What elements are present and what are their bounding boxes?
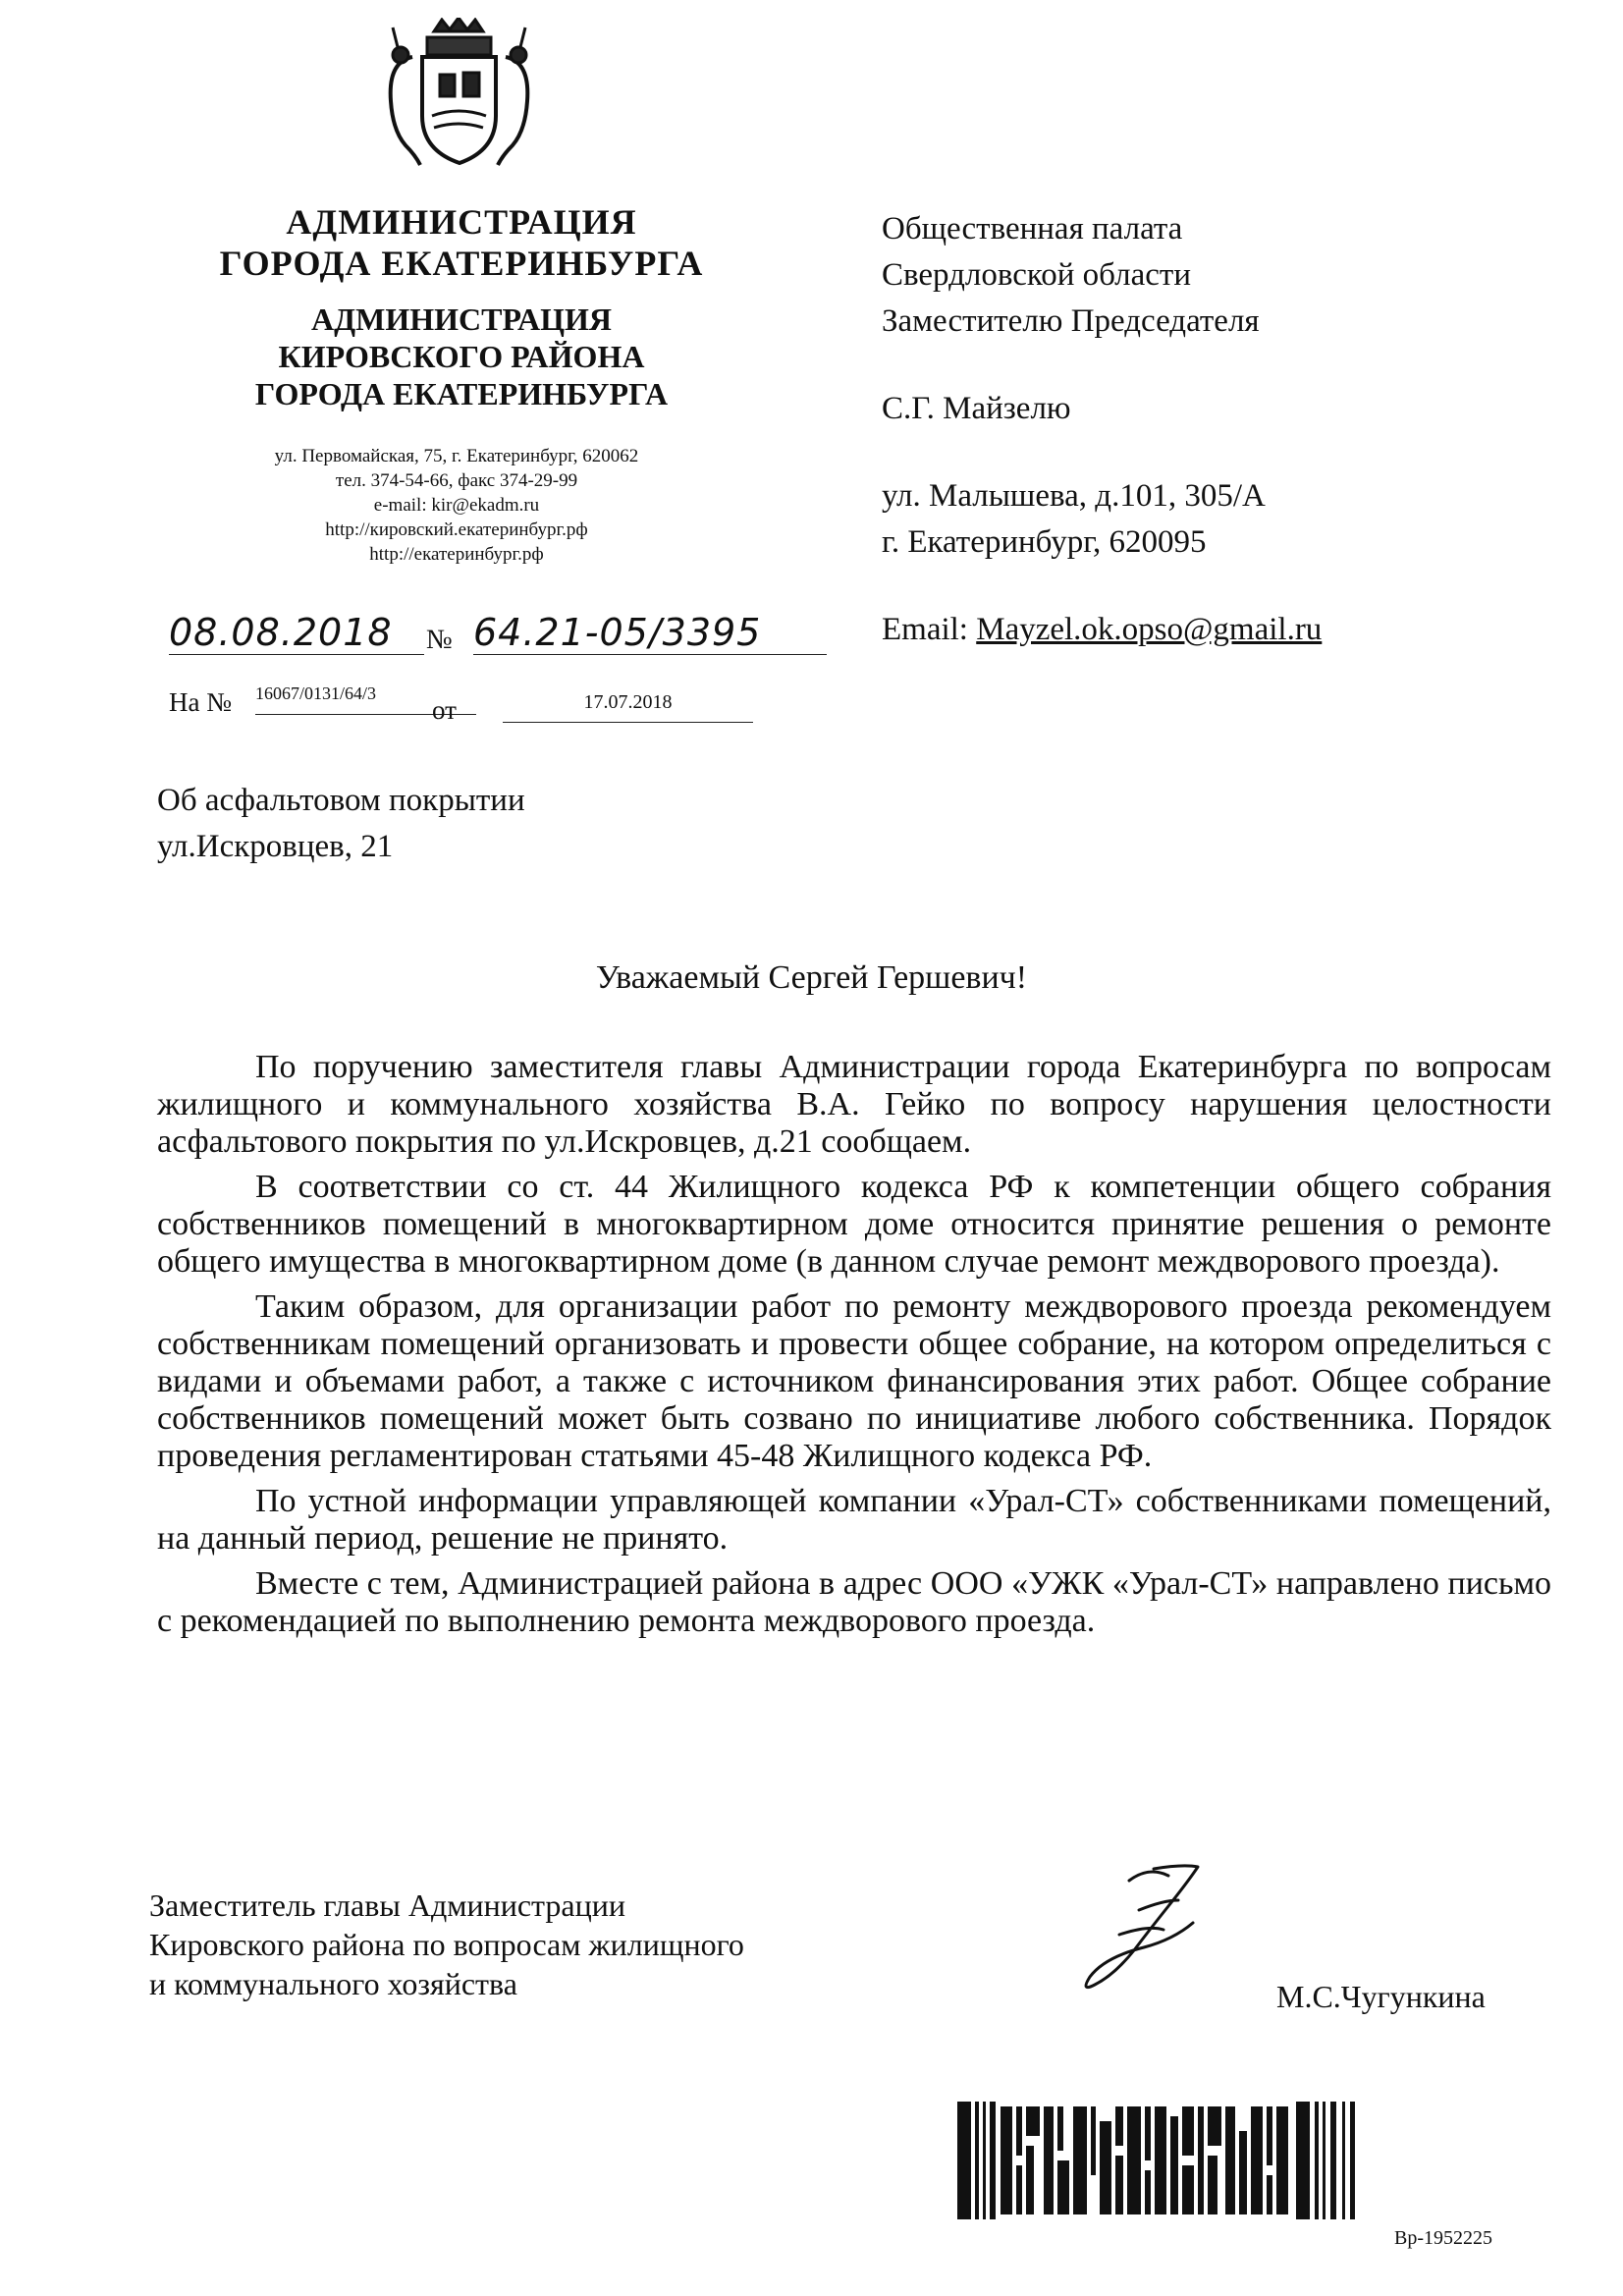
- barcode: [957, 2102, 1380, 2219]
- contact-email: e-mail: kir@ekadm.ru: [373, 495, 540, 516]
- registration-number-label: №: [426, 625, 453, 655]
- letterhead-district-admin: [216, 301, 707, 412]
- body-paragraph: Таким образом, для организации работ по ремонту междворового проезда рекомендуем собственникам помещений организовать и провести общее собрание, на котором определиться с видами и объемами работ, а также с источником финансирования этих работ. Общее собрание собственников помещений может быть созвано по инициативе любого собственника. Порядок проведения регламентирован статьями 45-48 Жилищного кодекса РФ.: [157, 1288, 1551, 1474]
- letterhead-line: ГОРОДА ЕКАТЕРИНБУРГА: [219, 244, 704, 283]
- recipient-address-line: ул. Малышева, д.101, 305/А: [882, 478, 1266, 514]
- signatory-title-line: и коммунального хозяйства: [149, 1966, 517, 2001]
- letterhead-line: КИРОВСКОГО РАЙОНА: [278, 339, 645, 374]
- subject-line: Об асфальтовом покрытии: [157, 783, 525, 818]
- recipient-email-link[interactable]: Mayzel.ok.opso@gmail.ru: [976, 612, 1323, 647]
- registration-line: [169, 611, 837, 664]
- reference-date: 17.07.2018: [503, 691, 753, 723]
- handwritten-signature: [1060, 1861, 1237, 2008]
- recipient-name: С.Г. Майзелю: [882, 391, 1071, 426]
- body-paragraph: Вместе с тем, Администрацией района в адрес ООО «УЖК «Урал-СТ» направлено письмо с рекомендацией по выполнению ремонта междворового проезда.: [157, 1565, 1551, 1639]
- reference-number-label: На №: [169, 687, 232, 717]
- body-paragraph: По поручению заместителя главы Администрации города Екатеринбурга по вопросам жилищного и коммунального хозяйства В.А. Гейко по вопросу нарушения целостности асфальтового покрытия по ул.Искровцев, д.21 сообщаем.: [157, 1049, 1551, 1160]
- salutation: Уважаемый Сергей Гершевич!: [595, 959, 1028, 996]
- recipient-org-line: Свердловской области: [882, 257, 1191, 293]
- letterhead-contacts: [182, 444, 731, 567]
- recipient-org-line: Общественная палата: [882, 211, 1183, 246]
- recipient-email-row: [882, 607, 1510, 653]
- letterhead-city-admin: [167, 201, 756, 284]
- letterhead-line: АДМИНИСТРАЦИЯ: [311, 301, 612, 337]
- body-paragraph: По устной информации управляющей компании «Урал-СТ» собственниками помещений, на данный период, решение не принято.: [157, 1483, 1551, 1557]
- contact-address: ул. Первомайская, 75, г. Екатеринбург, 620062: [274, 446, 639, 466]
- registration-number: 64.21-05/3395: [473, 611, 827, 655]
- recipient-org-line: Заместителю Председателя: [882, 303, 1260, 339]
- body-paragraph: В соответствии со ст. 44 Жилищного кодекса РФ к компетенции общего собрания собственников помещений в многоквартирном доме относится принятие решения о ремонте общего имущества в многоквартирном доме (в данном случае ремонт междворового проезда).: [157, 1169, 1551, 1280]
- document-id: Вр-1952225: [1394, 2227, 1492, 2249]
- recipient-address-line: г. Екатеринбург, 620095: [882, 524, 1207, 560]
- coat-of-arms-emblem: [373, 18, 545, 170]
- signatory-title: [149, 1886, 895, 2003]
- contact-phone: тел. 374-54-66, факс 374-29-99: [335, 470, 578, 491]
- subject-line: ул.Искровцев, 21: [157, 829, 394, 864]
- reference-from-label: от: [432, 695, 457, 725]
- recipient-block: [882, 206, 1510, 653]
- letterhead-line: АДМИНИСТРАЦИЯ: [286, 202, 637, 242]
- reference-number: 16067/0131/64/3: [255, 683, 476, 715]
- letter-body: [157, 1049, 1551, 1648]
- letterhead-line: ГОРОДА ЕКАТЕРИНБУРГА: [254, 376, 669, 411]
- signatory-name: М.С.Чугункина: [1276, 1979, 1486, 2014]
- letter-subject: [157, 778, 746, 870]
- contact-website-city: http://екатеринбург.рф: [369, 544, 544, 565]
- signatory-title-line: Заместитель главы Администрации: [149, 1887, 625, 1923]
- signatory-title-line: Кировского района по вопросам жилищного: [149, 1927, 744, 1962]
- contact-website-district: http://кировский.екатеринбург.рф: [325, 519, 588, 540]
- reference-line: [169, 680, 758, 727]
- registration-date: 08.08.2018: [169, 611, 424, 655]
- recipient-email-label: Email:: [882, 612, 968, 647]
